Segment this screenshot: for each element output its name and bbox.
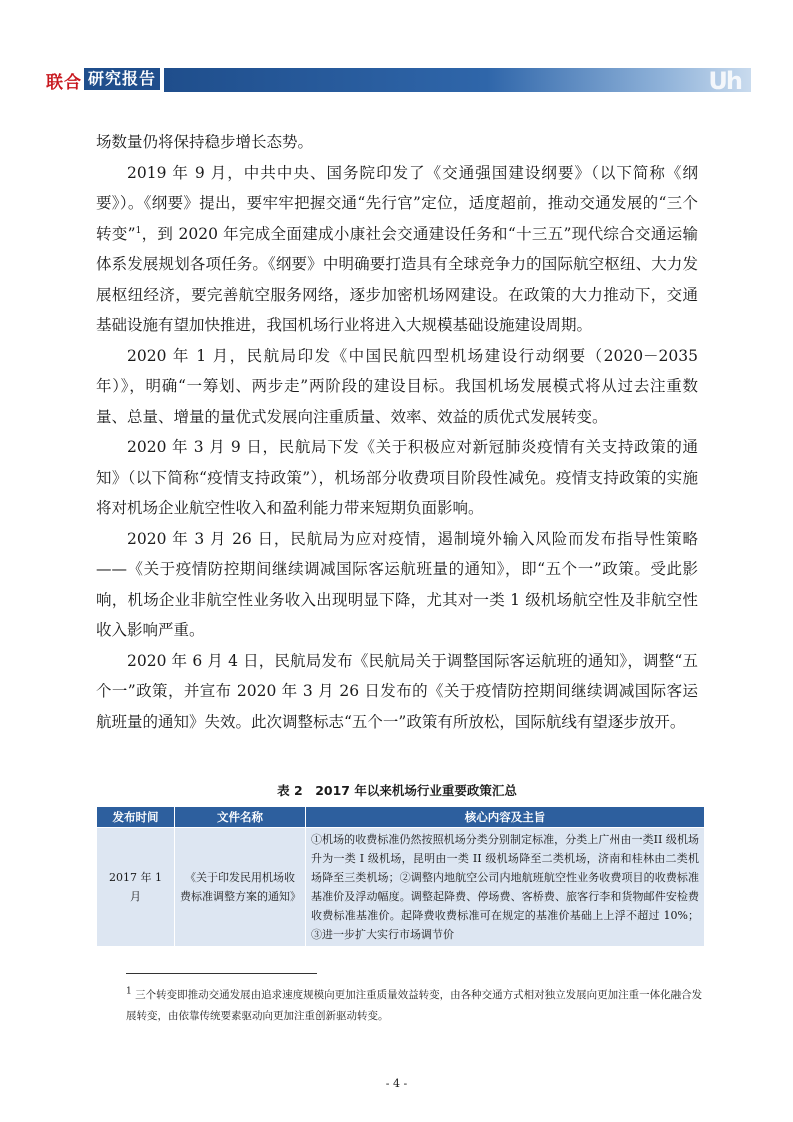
footnote-ref[interactable]: 1	[135, 225, 142, 236]
brand-research-report: 研究报告	[84, 68, 160, 90]
policy-table	[96, 806, 705, 947]
footnote-text: 三个转变即推动交通发展由追求速度规模向更加注重质量效益转变，由各种交通方式相对独立发展向更加注重一体化融合发展转变，由依靠传统要素驱动向更加注重创新驱动转变。	[126, 989, 703, 1022]
cell-doc-name: 《关于印发民用机场收费标准调整方案的通知》	[175, 828, 306, 947]
page-number: - 4 -	[385, 1077, 408, 1090]
header-core-content: 核心内容及主旨	[306, 807, 705, 828]
paragraph-1	[96, 158, 698, 341]
paragraph-2: 2020 年 1 月，民航局印发《中国民航四型机场建设行动纲要（2020－2035 年）》，明确“一筹划、两步走”两阶段的建设目标。我国机场发展模式将从过去注重数量、总量、增量的量优式发展向注重质量、效率、效益的质优式发展转变。	[96, 346, 698, 426]
table-header-row	[97, 807, 705, 828]
paragraph-1-part-b: ，到 2020 年完成全面建成小康社会交通建设任务和“十三五”现代综合交通运输体系发展规划各项任务。《纲要》中明确要打造具有全球竞争力的国际航空枢纽、大力发展枢纽经济，要完善航空服务网络，逐步加密机场网建设。在政策的大力推动下，交通基础设施有望加快推进，我国机场行业将进入大规模基础设施建设周期。	[96, 224, 698, 334]
header-doc-name: 文件名称	[175, 807, 306, 828]
footnote-marker: 1	[126, 986, 132, 997]
table-caption: 表 2 2017 年以来机场行业重要政策汇总	[277, 783, 517, 798]
footnote	[126, 985, 706, 1027]
header-date: 发布时间	[97, 807, 175, 828]
cell-date: 2017 年 1 月	[97, 828, 175, 947]
body-text	[96, 127, 698, 737]
paragraph-0: 场数量仍将保持稳步增长态势。	[96, 133, 314, 151]
paragraph-1-part-a: 2019 年 9 月，中共中央、国务院印发了《交通强国建设纲要》（以下简称《纲要》）。《纲要》提出，要牢牢把握交通“先行官”定位，适度超前，推动交通发展的“三个转变”	[96, 163, 698, 243]
report-header	[46, 66, 751, 94]
table-row	[97, 828, 705, 947]
company-logo: Uh	[708, 67, 741, 95]
header-banner-bar	[164, 68, 751, 92]
brand-lianhe: 联合	[46, 73, 82, 93]
paragraph-3: 2020 年 3 月 9 日，民航局下发《关于积极应对新冠肺炎疫情有关支持政策的通知》（以下简称“疫情支持政策”），机场部分收费项目阶段性减免。疫情支持政策的实施将对机场企业航空性收入和盈利能力带来短期负面影响。	[96, 438, 698, 517]
paragraph-4: 2020 年 3 月 26 日，民航局为应对疫情，遏制境外输入风险而发布指导性策略——《关于疫情防控期间继续调减国际客运航班量的通知》，即“五个一”政策。受此影响，机场企业非航空性业务收入出现明显下降，尤其对一类 1 级机场航空性及非航空性收入影响严重。	[96, 529, 698, 639]
paragraph-5: 2020 年 6 月 4 日，民航局发布《民航局关于调整国际客运航班的通知》，调整“五个一”政策，并宣布 2020 年 3 月 26 日发布的《关于疫情防控期间继续调减国际客运航班量的通知》失效。此次调整标志“五个一”政策有所放松，国际航线有望逐步放开。	[96, 651, 698, 731]
footnote-divider	[126, 973, 317, 974]
cell-core-content: ①机场的收费标准仍然按照机场分类分别制定标准，分类上广州由一类II 级机场升为一类 I 级机场，昆明由一类 II 级机场降至二类机场，济南和桂林由二类机场降至三类机场；②调整内地航空公司内地航班航空性业务收费项目的收费标准基准价及浮动幅度。调整起降费、停场费、客桥费、旅客行李和货物邮件安检费收费标准基准价。起降费收费标准可在规定的基准价基础上上浮不超过 10%；③进一步扩大实行市场调节价	[306, 828, 705, 947]
